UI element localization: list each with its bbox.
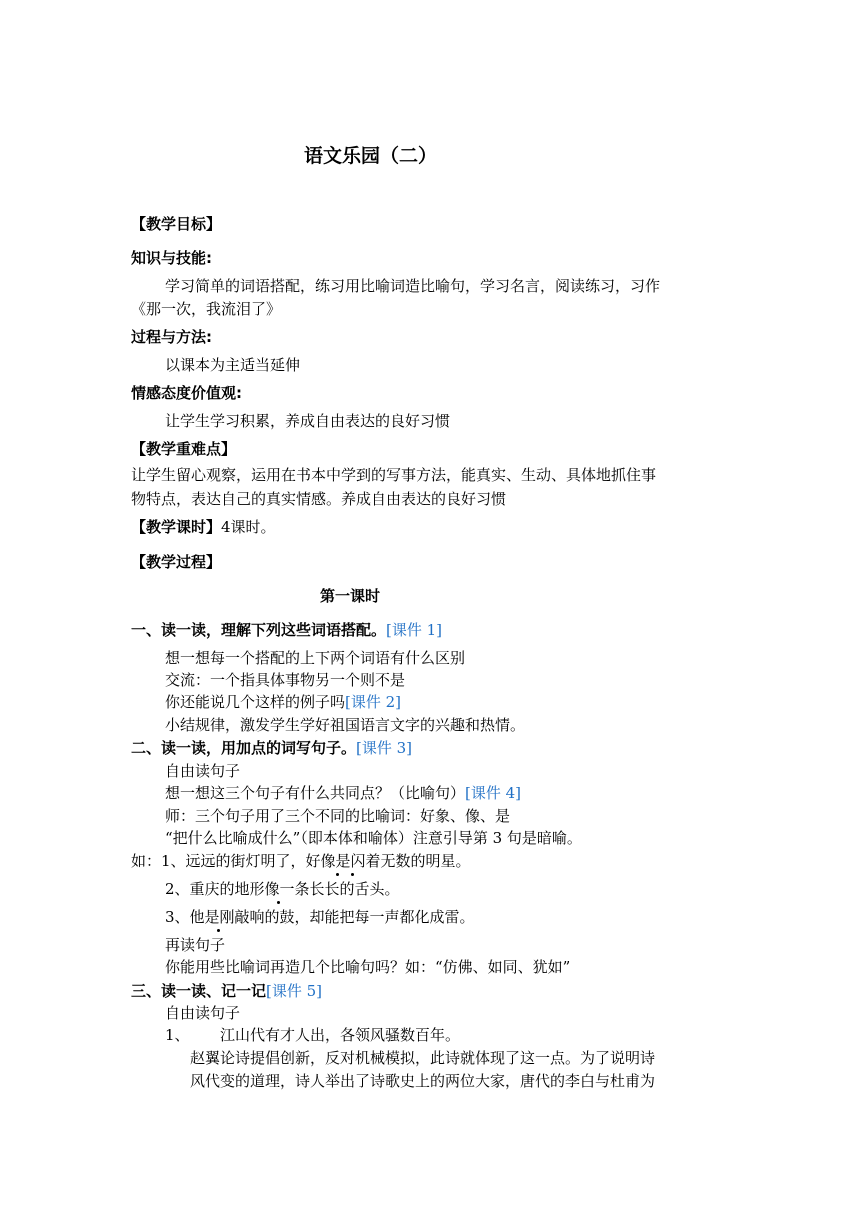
example-sentence-2: 2、重庆的地形像一条长长的舌头。 (165, 880, 400, 898)
teaching-process-heading: 【教学过程】 (131, 553, 222, 571)
section-two-heading-line (131, 738, 412, 758)
section-three-paragraph-line-1: 赵翼论诗提倡创新，反对机械模拟，此诗就体现了这一点。为了说明诗 (190, 1049, 656, 1067)
section-one-line-3-text: 你还能说几个这样的例子吗 (165, 693, 346, 711)
knowledge-skills-text: 学习简单的词语搭配，练习用比喻词造比喻句，学习名言，阅读练习，习作 (165, 277, 661, 295)
key-difficulty-text: 让学生留心观察，运用在书本中学到的写事方法，能真实、生动、具体地抓住事 (131, 466, 657, 484)
section-three-heading: 三、读一读、记一记 (131, 982, 267, 1000)
section-one-line-4: 小结规律，激发学生学好祖国语言文字的兴趣和热情。 (165, 716, 526, 734)
emotion-values-heading: 情感态度价值观: (131, 384, 242, 402)
section-one-line-3 (165, 692, 401, 712)
section-two-line-4: “把什么比喻成什么”（即本体和喻体）注意引导第 3 句是暗喻。 (165, 829, 582, 847)
section-two-line-5: 再读句子 (165, 936, 226, 954)
section-two-line-6: 你能用些比喻词再造几个比喻句吗？如：“仿佛、如同、犹如” (165, 958, 571, 976)
section-three-item-text: 江山代有才人出，各领风骚数百年。 (220, 1026, 461, 1044)
section-three-item-number: 1、 (165, 1026, 190, 1044)
document-title: 语文乐园（二） (304, 145, 438, 167)
section-two-line-1: 自由读句子 (165, 762, 241, 780)
section-two-line-2-text: 想一想这三个句子有什么共同点？（比喻句） (165, 784, 466, 802)
courseware-5-link[interactable]: [课件 5] (266, 982, 323, 1000)
section-one-heading: 一、读一读，理解下列这些词语搭配。 (131, 621, 387, 639)
section-one-line-2: 交流：一个指具体事物另一个则不是 (165, 671, 406, 689)
section-two-line-3: 师：三个句子用了三个不同的比喻词：好象、像、是 (165, 807, 511, 825)
section-two-line-2 (165, 783, 521, 803)
courseware-1-link[interactable]: [课件 1] (386, 621, 443, 639)
example-sentence-3: 3、他是刚敲响的鼓，却能把每一声都化成雷。 (165, 908, 475, 926)
emphasis-dot (277, 901, 280, 904)
teaching-hours-value: 4课时。 (221, 518, 276, 536)
key-difficulty-text-cont: 物特点，表达自己的真实情感。养成自由表达的良好习惯 (131, 490, 507, 508)
section-three-line-1: 自由读句子 (165, 1004, 241, 1022)
section-one-line-1: 想一想每一个搭配的上下两个词语有什么区别 (165, 649, 466, 667)
knowledge-skills-heading: 知识与技能: (131, 249, 212, 267)
example-sentence-1: 如：1、远远的街灯明了，好像是闪着无数的明星。 (131, 852, 471, 870)
emotion-values-text: 让学生学习积累，养成自由表达的良好习惯 (165, 412, 451, 430)
emphasis-dot (351, 873, 354, 876)
emphasis-dot (336, 873, 339, 876)
section-three-heading-line (131, 981, 322, 1001)
teaching-hours-line (131, 517, 276, 537)
teaching-goal-heading: 【教学目标】 (131, 215, 222, 233)
knowledge-skills-text-cont: 《那一次，我流泪了》 (131, 300, 282, 318)
process-method-heading: 过程与方法: (131, 328, 212, 346)
section-two-heading: 二、读一读，用加点的词写句子。 (131, 739, 357, 757)
courseware-3-link[interactable]: [课件 3] (356, 739, 413, 757)
process-method-text: 以课本为主适当延伸 (165, 356, 301, 374)
courseware-2-link[interactable]: [课件 2] (345, 693, 402, 711)
key-difficulty-heading: 【教学重难点】 (131, 440, 237, 458)
lesson-one-heading: 第一课时 (320, 587, 381, 605)
emphasis-dot (217, 929, 220, 932)
teaching-hours-heading: 【教学课时】 (131, 518, 222, 536)
courseware-4-link[interactable]: [课件 4] (465, 784, 522, 802)
section-one-heading-line (131, 620, 442, 640)
section-three-paragraph-line-2: 风代变的道理，诗人举出了诗歌史上的两位大家，唐代的李白与杜甫为 (190, 1072, 656, 1090)
